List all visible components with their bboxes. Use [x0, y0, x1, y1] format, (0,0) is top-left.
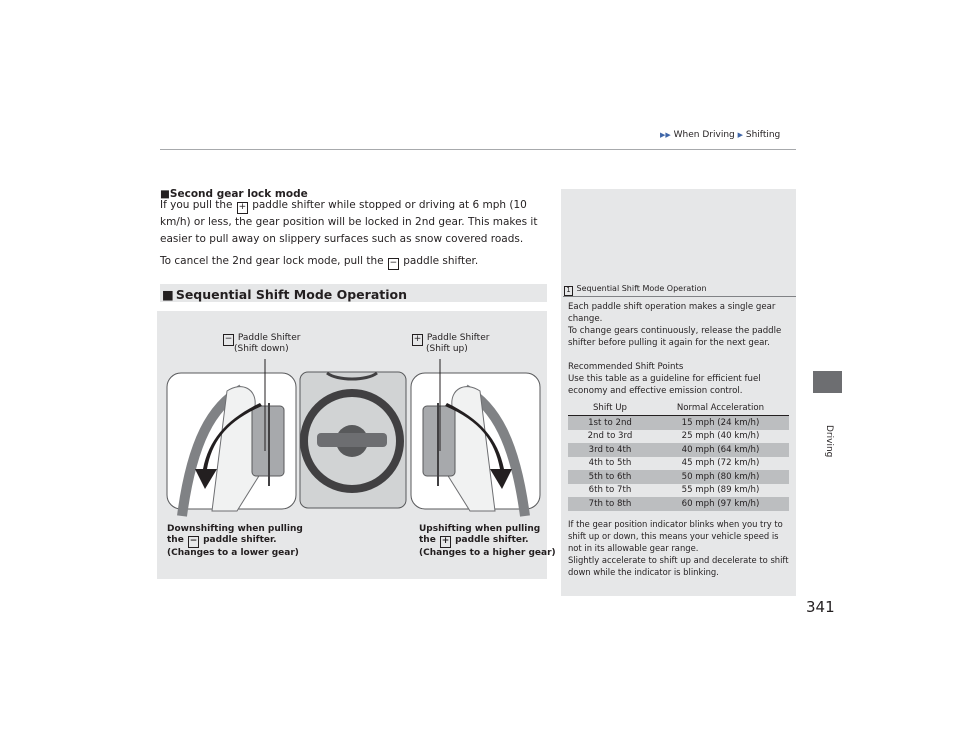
table-row: 1st to 2nd 15 mph (24 km/h): [568, 416, 789, 430]
square-bullet-icon: ■: [160, 188, 170, 200]
table-header-shift-up: Shift Up: [568, 401, 652, 416]
breadcrumb: [660, 130, 780, 140]
table-row: 2nd to 3rd 25 mph (40 km/h): [587, 431, 760, 442]
plus-key-icon: +: [441, 536, 450, 546]
breadcrumb-level2: Shifting: [745, 130, 781, 140]
paddle-shifter-illustration: [157, 311, 556, 579]
downshift-caption: Downshifting when pulling the − paddle shifter. (Changes to a lower gear): [167, 524, 303, 558]
page-number: 341: [806, 598, 835, 616]
note-heading-rule: [563, 296, 796, 297]
table-row: 5th to 6th 50 mph (80 km/h): [568, 470, 789, 484]
upshift-caption: Upshifting when pulling the + paddle shifter. (Changes to a higher gear): [419, 524, 556, 558]
square-bullet-icon: ■: [162, 287, 174, 302]
plus-key-icon: +: [413, 334, 422, 344]
note-footer: If the gear position indicator blinks when you try to shift up or down, this means your vehicle speed is not in its allowable gear range. Slightly accelerate to shift up and decelerate to shift down while the indicator is blinking.: [568, 519, 789, 577]
cancel-paragraph: To cancel the 2nd gear lock mode, pull the − paddle shifter.: [160, 255, 479, 268]
chapter-tab-marker: [813, 371, 842, 393]
breadcrumb-arrow-icon: ▶: [737, 131, 744, 139]
table-row: 6th to 7th 55 mph (89 km/h): [588, 485, 760, 496]
minus-paddle-sublabel: (Shift down): [234, 344, 289, 354]
plus-key-icon: +: [238, 202, 247, 212]
table-row: 4th to 5th 45 mph (72 km/h): [588, 458, 760, 469]
plus-paddle-sublabel: (Shift up): [426, 344, 468, 354]
breadcrumb-level1: When Driving: [673, 130, 735, 140]
table-row: 7th to 8th 60 mph (97 km/h): [568, 497, 789, 511]
note-heading: 1 Sequential Shift Mode Operation: [563, 284, 707, 296]
minus-key-icon: −: [389, 258, 398, 268]
breadcrumb-arrow-icon: ▶▶: [660, 131, 671, 139]
header-divider: [160, 149, 796, 150]
minus-key-icon: −: [224, 334, 233, 344]
second-gear-heading: ■Second gear lock mode: [160, 188, 308, 200]
table-header-acceleration: Normal Acceleration: [652, 401, 789, 416]
table-row: 3rd to 4th 40 mph (64 km/h): [568, 443, 789, 457]
chapter-tab-label: Driving: [824, 425, 834, 458]
note-body: Each paddle shift operation makes a single gear change. To change gears continuously, release the paddle shifter before pulling it again for the next gear. Recommended Shift Points Use this table as a guideline for efficient fuel economy and effective emission control.: [568, 302, 782, 396]
minus-key-icon: −: [189, 536, 198, 546]
minus-paddle-label: − Paddle Shifter: [224, 333, 301, 344]
plus-paddle-label: + Paddle Shifter: [413, 333, 490, 344]
note-reference-icon: 1: [564, 286, 573, 296]
section-heading: ■ Sequential Shift Mode Operation: [160, 284, 547, 302]
second-gear-paragraph: If you pull the + paddle shifter while stopped or driving at 6 mph (10 km/h) or less, the gear position will be locked in 2nd gear. This makes it easier to pull away on slippery surfaces such as snow covered roads.: [160, 199, 538, 245]
shift-points-table: [568, 401, 789, 511]
table-header-row: [568, 401, 789, 416]
